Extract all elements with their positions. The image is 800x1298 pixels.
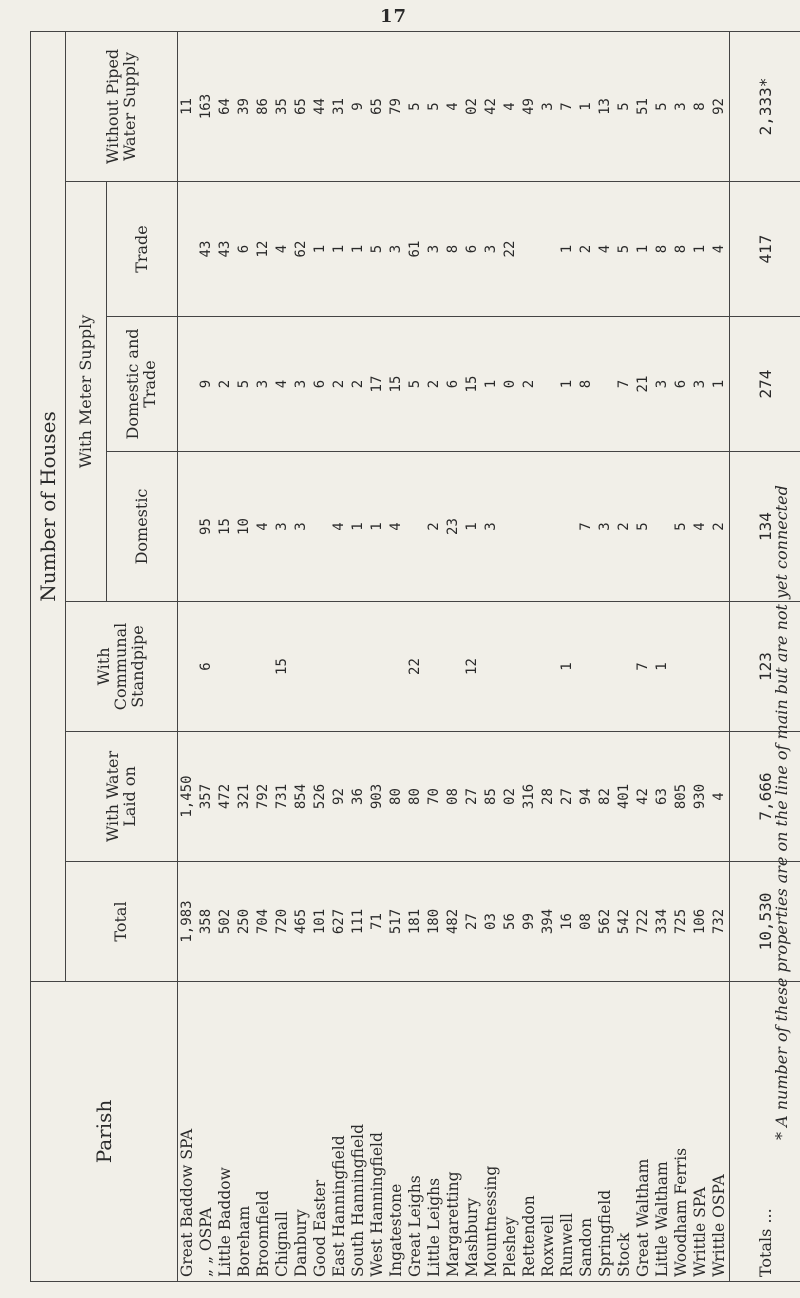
list-item: Danbury [292, 1209, 310, 1277]
table-cell: 43 [217, 240, 233, 258]
table-cell: 0 [502, 379, 518, 389]
table-cell: 11 [179, 98, 195, 115]
table-cell: 6 [445, 379, 461, 389]
table-cell: 71 [369, 913, 385, 930]
table-cell: 903 [369, 783, 385, 810]
table-cell: 15 [388, 375, 404, 393]
table-cell [178, 321, 197, 447]
table-cell: 4 [388, 522, 404, 531]
table-cell: 3 [673, 102, 689, 111]
table-cell: 4 [692, 522, 708, 531]
table-cell [482, 606, 501, 727]
table-cell: 3 [293, 522, 309, 531]
table-cell [330, 606, 349, 727]
table-cell [387, 606, 406, 727]
table-cell: 2 [350, 379, 366, 389]
table-cell: 13 [597, 98, 613, 115]
table-cell: 725 [673, 908, 689, 935]
laid-on-column [178, 732, 730, 862]
footnote: * A number of these properties are on the line of main but are not yet connected [772, 485, 791, 1140]
table-cell: 106 [692, 908, 708, 935]
table-cell: 08 [578, 913, 594, 930]
table-cell: 6 [464, 244, 480, 254]
table-cell [520, 606, 539, 727]
trade-column [178, 182, 730, 317]
table-cell: 2 [217, 379, 233, 389]
table-cell [178, 186, 197, 312]
trade-header: Trade [107, 182, 178, 317]
table-cell: 4 [274, 244, 290, 254]
table-cell: 27 [559, 788, 575, 805]
table-cell: 42 [483, 98, 499, 115]
table-cell: 1 [635, 244, 651, 254]
table-cell: 562 [597, 908, 613, 935]
table-cell: 12 [255, 240, 271, 258]
table-cell: 5 [616, 102, 632, 111]
list-item: Mashbury [463, 1197, 481, 1277]
table-cell: 27 [464, 788, 480, 805]
table-cell: 64 [217, 98, 233, 115]
table-cell: 4 [711, 244, 727, 254]
table-cell: 792 [255, 783, 271, 810]
list-item: Great Waltham [634, 1158, 652, 1277]
table-cell [349, 606, 368, 727]
table-cell: 1 [559, 662, 575, 671]
list-item: East Hanningfield [330, 1135, 348, 1277]
list-item: Boreham [235, 1205, 253, 1277]
table-cell: 4 [255, 522, 271, 531]
table-cell [501, 606, 520, 727]
table-cell: 43 [198, 240, 214, 258]
table-cell: 65 [369, 98, 385, 115]
communal-standpipe-header: With Communal Standpipe [66, 602, 178, 732]
table-cell: 1 [654, 662, 670, 671]
totals-without: 2,333* [730, 31, 800, 181]
list-item: Rettendon [520, 1195, 538, 1277]
list-item: Little Baddow [216, 1167, 234, 1277]
totals-laid-on: 7,666 [730, 732, 800, 862]
table-cell: 722 [635, 908, 651, 935]
table-cell [406, 456, 425, 597]
table-cell: 6 [312, 379, 328, 389]
table-cell: 02 [502, 788, 518, 805]
table-cell: 03 [483, 913, 499, 930]
table-cell: 5 [236, 379, 252, 389]
table-cell: 1 [369, 522, 385, 531]
table-cell: 731 [274, 783, 290, 810]
table-cell: 7 [578, 522, 594, 531]
table-cell: 95 [198, 518, 214, 535]
table-cell: 70 [426, 788, 442, 805]
table-cell: 3 [293, 379, 309, 389]
table-cell [596, 606, 615, 727]
table-cell: 101 [312, 908, 328, 935]
table-cell [539, 456, 558, 597]
table-cell: 704 [255, 908, 271, 935]
table-cell: 63 [654, 788, 670, 805]
table-cell: 6 [236, 244, 252, 254]
table-cell: 1 [559, 244, 575, 254]
parish-header: Parish [31, 982, 178, 1282]
table-cell [254, 606, 273, 727]
table-cell: 542 [616, 908, 632, 935]
table-cell: 163 [198, 93, 214, 120]
table-cell: 6 [198, 662, 214, 671]
totals-domestic: 134 [730, 452, 800, 602]
table-cell: 62 [293, 240, 309, 258]
domestic-header: Domestic [107, 452, 178, 602]
body-row [178, 31, 730, 1281]
table-cell: 482 [445, 908, 461, 935]
table-cell: 321 [236, 783, 252, 810]
table-cell [615, 606, 634, 727]
table-cell: 49 [521, 98, 537, 115]
table-cell: 92 [331, 788, 347, 805]
table-cell: 1 [711, 379, 727, 389]
table-cell: 7 [635, 662, 651, 671]
table-cell: 56 [502, 913, 518, 930]
table-cell: 9 [198, 379, 214, 389]
table-cell: 28 [540, 788, 556, 805]
table-cell: 65 [293, 98, 309, 115]
table-cell [539, 321, 558, 447]
table-cell: 5 [654, 102, 670, 111]
table-cell [425, 606, 444, 727]
table-cell: 15 [274, 658, 290, 675]
table-cell [691, 606, 710, 727]
table-cell: 27 [464, 913, 480, 930]
table-cell: 5 [635, 522, 651, 531]
table-cell: 2 [711, 522, 727, 531]
table-cell: 2 [426, 522, 442, 531]
table-cell: 42 [635, 788, 651, 805]
table-cell [235, 606, 254, 727]
table-cell: 180 [426, 908, 442, 935]
table-cell: 5 [426, 102, 442, 111]
table-cell: 5 [673, 522, 689, 531]
table-cell: 394 [540, 908, 556, 935]
table-cell [501, 456, 520, 597]
table-cell: 86 [255, 98, 271, 115]
table-cell: 3 [388, 244, 404, 254]
totals-trade: 417 [730, 182, 800, 317]
table-cell: 1,983 [179, 900, 195, 943]
table-cell: 02 [464, 98, 480, 115]
table-cell: 22 [502, 240, 518, 258]
list-item: Sandon [577, 1217, 595, 1277]
list-item: Stock [615, 1232, 633, 1277]
table-cell: 4 [597, 244, 613, 254]
table-cell: 854 [293, 783, 309, 810]
table-cell: 21 [635, 375, 651, 393]
list-item: Runwell [558, 1213, 576, 1277]
table-cell: 1 [331, 244, 347, 254]
list-item: Great Leighs [406, 1175, 424, 1277]
list-item: Springfield [596, 1189, 614, 1277]
table-cell: 9 [350, 102, 366, 111]
table-cell: 94 [578, 788, 594, 805]
table-cell: 111 [350, 908, 366, 935]
list-item: Writtle OSPA [710, 1174, 728, 1277]
table-cell: 3 [597, 522, 613, 531]
table-cell: 61 [407, 240, 423, 258]
without-piped-column [178, 31, 730, 181]
table-cell: 250 [236, 908, 252, 935]
table-cell: 08 [445, 788, 461, 805]
table-cell [539, 186, 558, 312]
water-laid-on-header: With Water Laid on [66, 732, 178, 862]
table-cell: 358 [198, 908, 214, 935]
list-item: Margaretting [444, 1171, 462, 1277]
table-cell: 23 [445, 518, 461, 535]
table-cell: 8 [654, 244, 670, 254]
list-item: Writtle SPA [691, 1187, 709, 1277]
table-cell: 720 [274, 908, 290, 935]
table-cell: 1 [692, 244, 708, 254]
table-cell [311, 456, 330, 597]
table-cell: 316 [521, 783, 537, 810]
totals-label: Totals ... [730, 982, 800, 1282]
table-cell: 930 [692, 783, 708, 810]
table-cell [558, 456, 577, 597]
table-cell: 3 [274, 522, 290, 531]
table-cell: 3 [654, 379, 670, 389]
list-item: Chignall [273, 1211, 291, 1277]
table-cell: 4 [711, 792, 727, 801]
totals-total: 10,530 [730, 862, 800, 982]
table-cell: 17 [369, 375, 385, 393]
rotated-table-container [30, 32, 775, 1282]
table-cell [311, 606, 330, 727]
list-item: Roxwell [539, 1214, 557, 1277]
table-cell: 732 [711, 908, 727, 935]
table-cell [596, 321, 615, 447]
table-cell [520, 456, 539, 597]
table-cell: 1,450 [179, 775, 195, 818]
table-cell: 1 [464, 522, 480, 531]
table-cell: 35 [274, 98, 290, 115]
list-item: Broomfield [254, 1190, 272, 1277]
table-cell: 2 [521, 379, 537, 389]
table-cell: 7 [559, 102, 575, 111]
table-cell: 36 [350, 788, 366, 805]
table-cell: 5 [407, 379, 423, 389]
list-item: South Hanningfield [349, 1123, 367, 1277]
domestic-trade-header: Domestic and Trade [107, 317, 178, 452]
table-cell: 80 [388, 788, 404, 805]
table-cell: 16 [559, 913, 575, 930]
list-item: Little Waltham [653, 1161, 671, 1277]
table-cell: 15 [217, 518, 233, 535]
page-number: 17 [380, 6, 408, 27]
table-cell [216, 606, 235, 727]
list-item: Little Leighs [425, 1177, 443, 1277]
meter-supply-header: With Meter Supply [66, 182, 107, 602]
table-cell: 3 [255, 379, 271, 389]
without-piped-header: Without Piped Water Supply [66, 31, 178, 181]
table-cell: 5 [369, 244, 385, 254]
table-cell: 1 [312, 244, 328, 254]
table-cell: 526 [312, 783, 328, 810]
table-cell: 1 [350, 522, 366, 531]
table-cell: 181 [407, 908, 423, 935]
table-cell: 1 [559, 379, 575, 389]
total-header: Total [66, 862, 178, 982]
table-cell: 4 [274, 379, 290, 389]
table-cell: 99 [521, 913, 537, 930]
list-item: Good Easter [311, 1179, 329, 1277]
list-item: Great Baddow SPA [178, 1128, 196, 1277]
number-of-houses-header: Number of Houses [31, 31, 66, 981]
table-cell: 4 [331, 522, 347, 531]
domestic-column [178, 452, 730, 602]
table-cell: 44 [312, 98, 328, 115]
table-cell: 805 [673, 783, 689, 810]
table-cell: 10 [236, 518, 252, 535]
table-cell: 4 [502, 102, 518, 111]
list-item: Ingatestone [387, 1183, 405, 1277]
table-cell [368, 606, 387, 727]
table-cell: 7 [616, 379, 632, 389]
list-item: Woodham Ferris [672, 1147, 690, 1277]
table-cell: 1 [578, 102, 594, 111]
list-item: Pleshey [501, 1216, 519, 1277]
table-cell: 2 [331, 379, 347, 389]
houses-water-supply-table [30, 31, 800, 1282]
table-cell: 8 [445, 244, 461, 254]
domestic-trade-column [178, 317, 730, 452]
table-cell [292, 606, 311, 727]
table-cell [520, 186, 539, 312]
parish-list [178, 982, 730, 1282]
communal-column [178, 602, 730, 732]
table-cell: 627 [331, 908, 347, 935]
table-cell: 85 [483, 788, 499, 805]
table-cell: 472 [217, 783, 233, 810]
table-cell [444, 606, 463, 727]
table-cell: 465 [293, 908, 309, 935]
table-cell: 2 [578, 244, 594, 254]
table-cell: 39 [236, 98, 252, 115]
table-cell: 5 [616, 244, 632, 254]
totals-domestic-trade: 274 [730, 317, 800, 452]
table-cell [577, 606, 596, 727]
table-cell: 2 [426, 379, 442, 389]
table-cell: 401 [616, 783, 632, 810]
table-cell: 1 [350, 244, 366, 254]
table-cell: 8 [692, 102, 708, 111]
table-cell: 15 [464, 375, 480, 393]
table-cell [178, 456, 197, 597]
list-item: West Hanningfield [368, 1132, 386, 1277]
table-cell: 4 [445, 102, 461, 111]
table-cell [539, 606, 558, 727]
table-cell: 334 [654, 908, 670, 935]
table-cell [178, 606, 197, 727]
table-cell: 502 [217, 908, 233, 935]
table-cell: 22 [407, 658, 423, 675]
table-cell: 357 [198, 783, 214, 810]
table-cell [710, 606, 729, 727]
table-cell: 12 [464, 658, 480, 675]
table-cell: 3 [483, 522, 499, 531]
table-cell: 3 [426, 244, 442, 254]
table-cell [672, 606, 691, 727]
table-cell: 51 [635, 98, 651, 115]
table-cell: 79 [388, 98, 404, 115]
table-cell: 6 [673, 379, 689, 389]
total-column [178, 862, 730, 982]
table-cell: 80 [407, 788, 423, 805]
table-cell: 2 [616, 522, 632, 531]
table-cell: 8 [673, 244, 689, 254]
table-cell: 1 [483, 379, 499, 389]
table-cell: 92 [711, 98, 727, 115]
table-cell: 3 [540, 102, 556, 111]
table-cell [653, 456, 672, 597]
table-cell: 82 [597, 788, 613, 805]
list-item: Mountnessing [482, 1165, 500, 1277]
table-cell: 31 [331, 98, 347, 115]
list-item: „ „ OSPA [197, 1207, 215, 1277]
table-cell: 3 [692, 379, 708, 389]
table-cell: 517 [388, 908, 404, 935]
totals-communal: 123 [730, 602, 800, 732]
table-cell: 3 [483, 244, 499, 254]
table-cell: 8 [578, 379, 594, 389]
table-cell: 5 [407, 102, 423, 111]
